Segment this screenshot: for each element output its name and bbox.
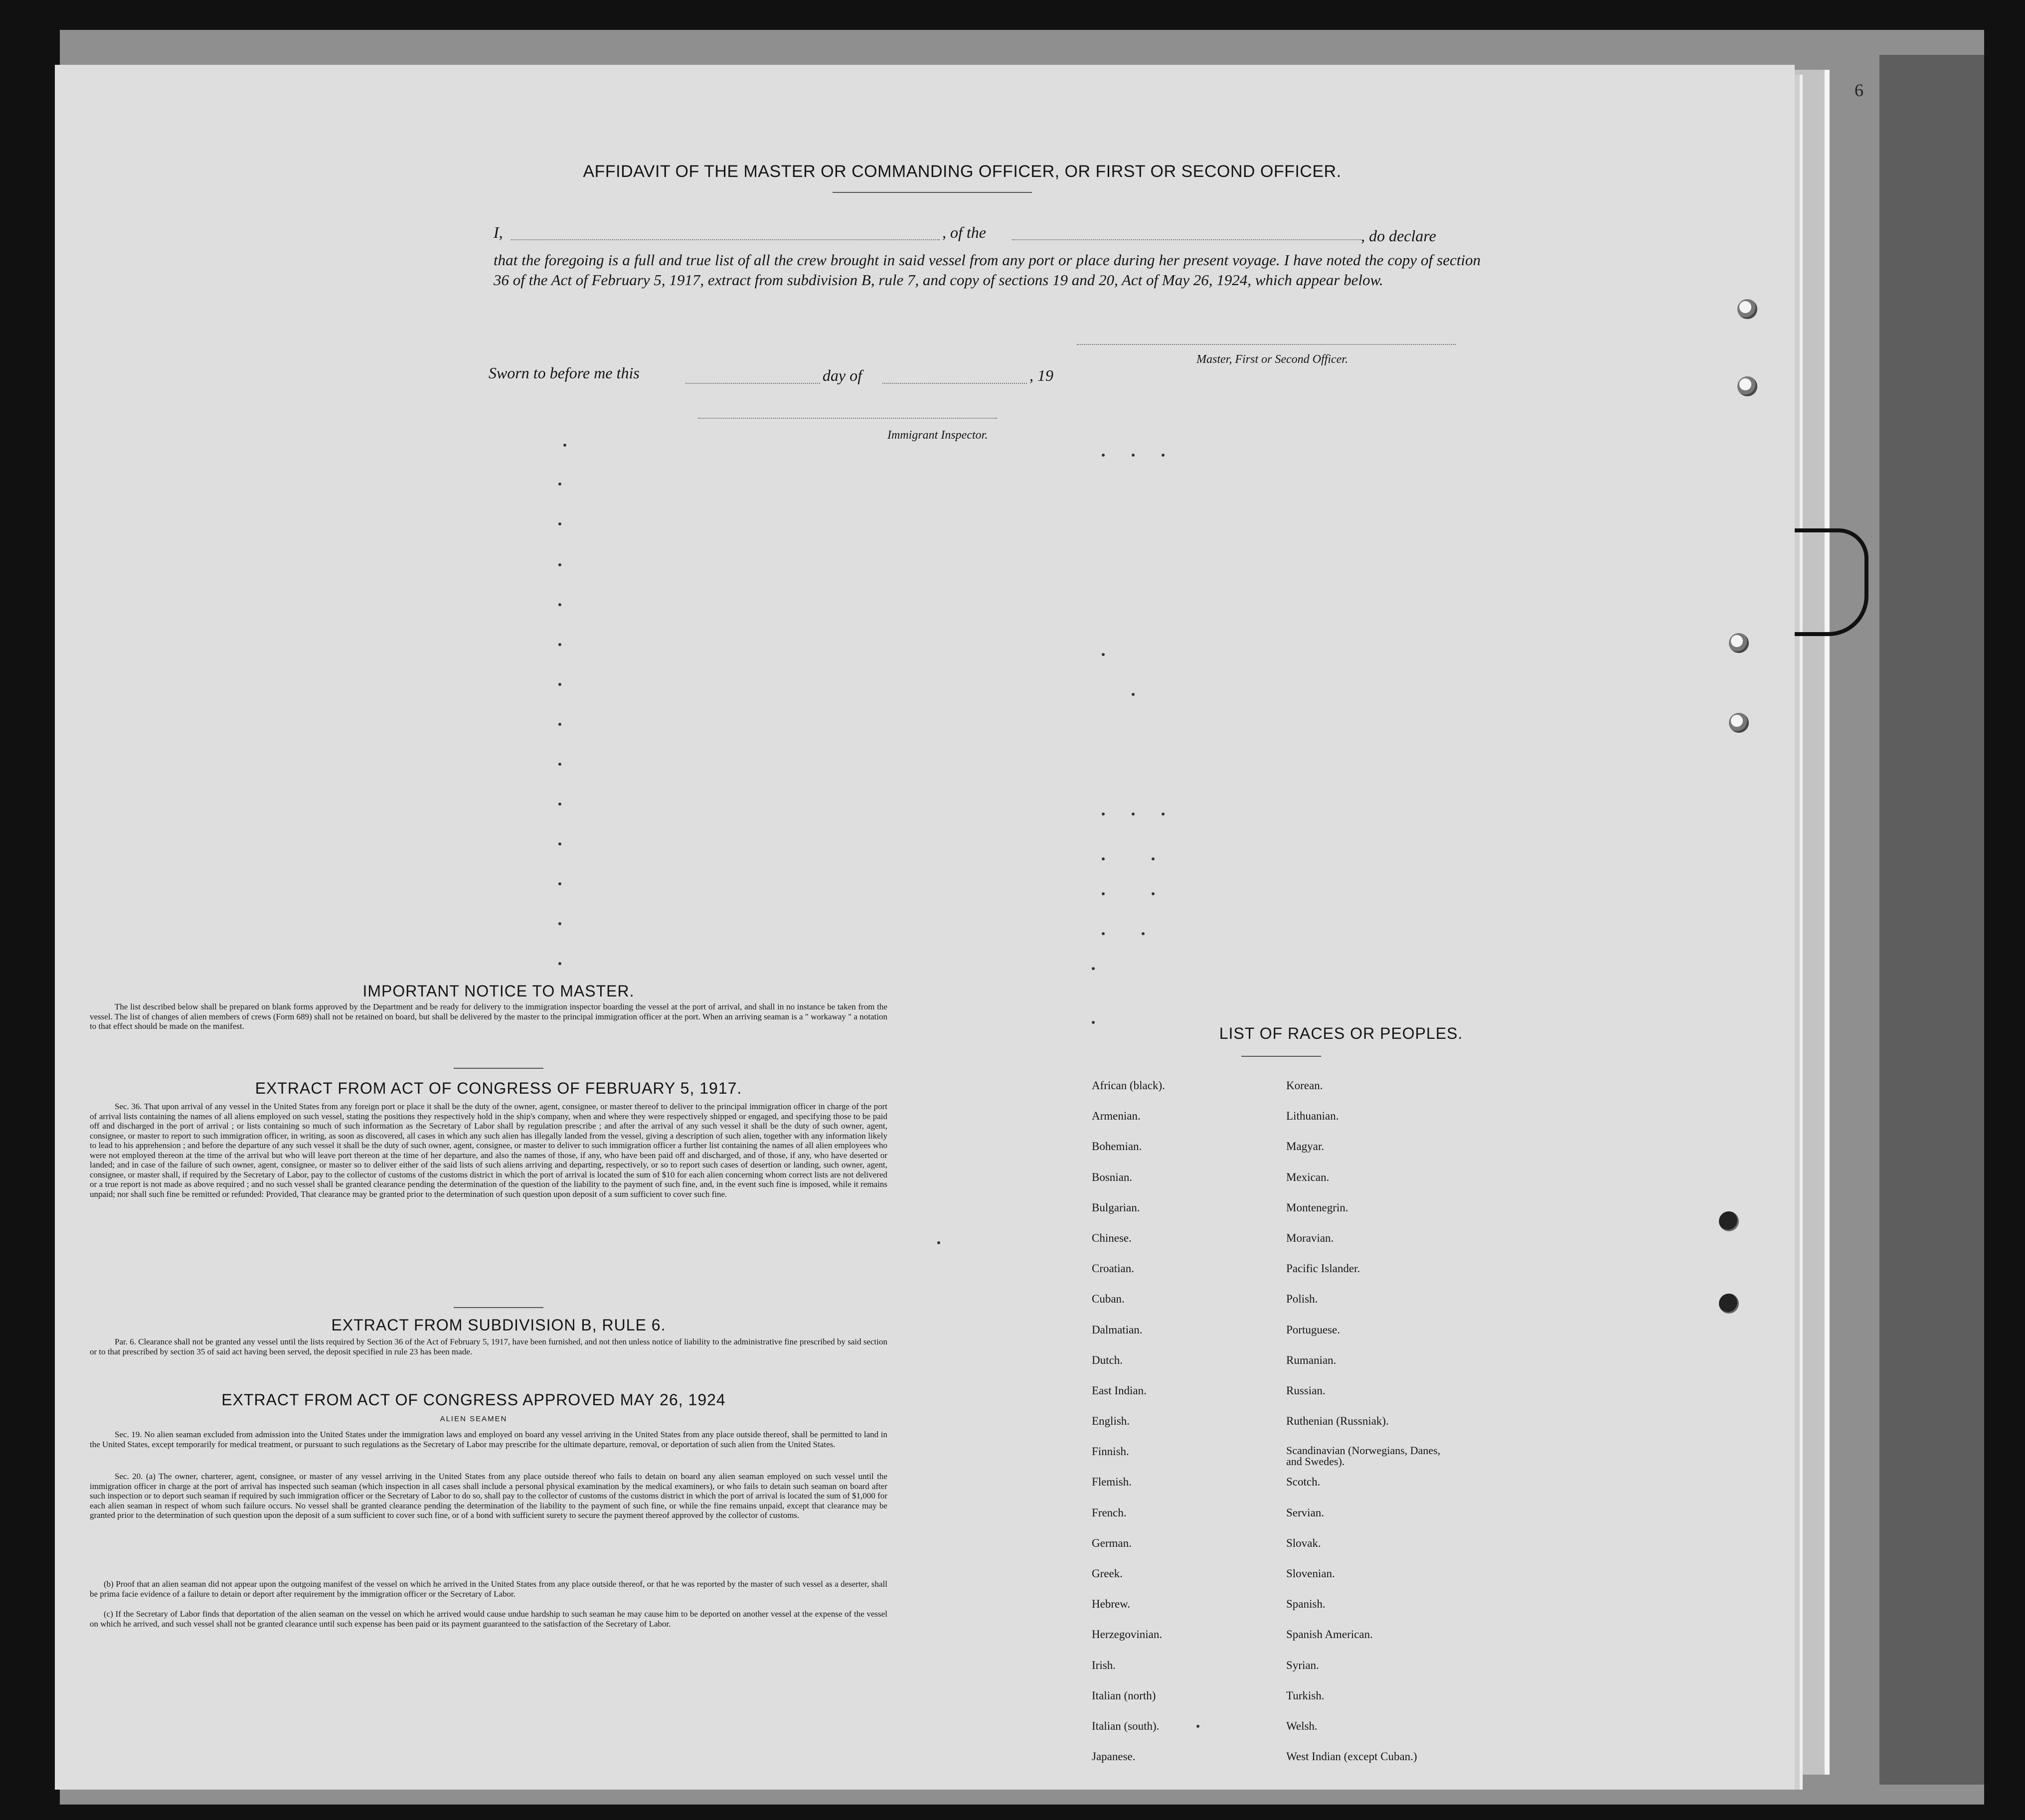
- ditto-mark: [558, 803, 561, 806]
- race-item: English.: [1092, 1415, 1130, 1428]
- sec20a-text: Sec. 20. (a) The owner, charterer, agent, consignee, or master of any vessel arriving in the United States from any place outside thereof who fails to detain on board any alien seaman employed on such vessel until the immigration officer in charge at the port of arrival has inspected such seaman (which inspection in all cases shall include a personal physical examination by the medical examiners), or who fails to detain such seaman on board after such inspection or to deport such seaman if required by such immigration officer or the Secretary of Labor to do so, shall pay to the collector of customs of the customs district in which the port of arrival is located the sum of $1,000 for each alien seaman in respect of whom such failure occurs. No vessel shall be granted clearance pending the determination of the liability to the payment of such fine, or while the fine remains unpaid, except that clearance may be granted prior to the determination of such question upon the deposit of a sum sufficient to cover such fine, or of a bond with sufficient surety to secure the payment thereof approved by the collector of customs.: [90, 1472, 887, 1520]
- ditto-mark: [558, 842, 561, 845]
- race-item: Italian (north): [1092, 1689, 1156, 1702]
- race-item: Hebrew.: [1092, 1598, 1131, 1611]
- sworn-day-field[interactable]: [685, 383, 820, 384]
- race-item: Ruthenian (Russniak).: [1286, 1415, 1389, 1428]
- sworn-day-of: day of: [823, 366, 862, 384]
- vessel-name-field[interactable]: [1012, 239, 1361, 240]
- ditto-mark: [937, 1241, 940, 1244]
- ditto-mark: [558, 643, 561, 646]
- ditto-mark: [1092, 967, 1095, 970]
- race-item: Portuguese.: [1286, 1323, 1340, 1336]
- ditto-mark: [1102, 892, 1105, 895]
- ditto-mark: [558, 882, 561, 885]
- race-item: Russian.: [1286, 1384, 1326, 1397]
- declare-i: I,: [494, 223, 503, 241]
- section-rule: [454, 1307, 543, 1308]
- race-item: Irish.: [1092, 1658, 1116, 1671]
- race-item: Rumanian.: [1286, 1353, 1337, 1366]
- race-item: East Indian.: [1092, 1384, 1147, 1397]
- ditto-mark: [558, 483, 561, 486]
- ditto-mark: [1132, 813, 1135, 816]
- extract-1924-title: EXTRACT FROM ACT OF CONGRESS APPROVED MAY 26, 1924: [221, 1391, 726, 1409]
- race-item: Montenegrin.: [1286, 1201, 1349, 1214]
- race-item: Slovenian.: [1286, 1567, 1335, 1580]
- ditto-mark: [558, 962, 561, 965]
- race-item: Flemish.: [1092, 1476, 1132, 1489]
- master-signature-field[interactable]: [1077, 344, 1456, 345]
- ditto-mark: [1102, 454, 1105, 457]
- ditto-mark: [1162, 813, 1165, 816]
- race-item: Moravian.: [1286, 1231, 1334, 1244]
- ditto-mark: [558, 723, 561, 726]
- ditto-mark: [558, 522, 561, 525]
- notice-text: The list described below shall be prepared on blank forms approved by the Department and be ready for delivery to the immigration inspector boarding the vessel at the port of arrival, and shall in no instance be taken from the vessel. The list of changes of alien members of crews (Form 689) shall not be retained on board, but shall be delivered by the master to the principal immigration officer at the port. When an arriving seaman is a " workaway " a notation to that effect should be made on the manifest.: [90, 1002, 887, 1031]
- section-rule: [454, 1068, 543, 1069]
- binder-hole: [1719, 1211, 1739, 1231]
- race-item: Syrian.: [1286, 1658, 1319, 1671]
- title-rule: [833, 192, 1032, 193]
- race-item: Spanish.: [1286, 1598, 1326, 1611]
- race-item: Turkish.: [1286, 1689, 1325, 1702]
- race-item: Italian (south).: [1092, 1719, 1160, 1732]
- affidavit-statement: that the foregoing is a full and true list of all the crew brought in said vessel from any port or place during her present voyage. I have noted the copy of section 36 of the Act of February 5, 1917, extract from subdivision B, rule 7, and copy of sections 19 and 20, Act of May 26, 1924, which appear below.: [494, 251, 1481, 289]
- extract-1917-title: EXTRACT FROM ACT OF CONGRESS OF FEBRUARY 5, 1917.: [255, 1079, 742, 1097]
- extract-1917-text: Sec. 36. That upon arrival of any vessel in the United States from any foreign port or place it shall be the duty of the owner, agent, consignee, or master thereof to deliver to the principal immigration officer in charge of the port of arrival lists containing the names of all aliens employed on such vessel, stating the positions they respectively hold in the ship's company, when and where they were respectively shipped or engaged, and specifying those to be paid off and discharged in the port of arrival ; or lists containing so much of such information as the Secretary of Labor shall by regulation prescribe ; and after the arrival of any such vessel it shall be the duty of such owner, agent, consignee, or master to report to such immigration officer, in writing, as soon as discovered, all cases in which any such alien has illegally landed from the vessel, giving a description of such alien, together with any information likely to lead to his apprehension ; and before the departure of any such vessel it shall be the duty of such owner, agent, consignee, or master to deliver to such immigration officer a further list containing the names of all alien employees who were not employed thereon at the time of the arrival but who will leave port thereon at the time of her departure, and also the names of those, if any, who have been paid off and discharged, and of those, if any, who have deserted or landed; and in case of the failure of such owner, agent, consignee, or master so to deliver either of the said lists of such aliens arriving and departing, respectively, or so to report such cases of desertion or landing, such owner, agent, consignee, or master shall, if required by the Secretary of Labor, pay to the collector of customs of the customs district in which the port of arrival is located the sum of $10 for each alien concerning whom correct lists are not delivered or a true report is not made as above required ; and no such vessel shall be granted clearance pending the determination of the question of the liability to the payment of such fine, and, in the event such fine is imposed, while it remains unpaid; nor shall such fine be remitted or refunded: Provided, That clearance may be granted prior to the determination of such question upon deposit of a sum sufficient to cover such fine.: [90, 1102, 887, 1199]
- ditto-mark: [1102, 857, 1105, 860]
- race-item: Greek.: [1092, 1567, 1123, 1580]
- handwritten-mark: [1795, 528, 1868, 636]
- race-item: Herzegovinian.: [1092, 1628, 1163, 1641]
- ditto-mark: [558, 603, 561, 606]
- declare-of-the: , of the: [942, 223, 986, 241]
- sworn-month-field[interactable]: [882, 383, 1027, 384]
- binder-hole: [1737, 299, 1757, 319]
- race-item: Japanese.: [1092, 1750, 1136, 1763]
- race-item: Bohemian.: [1092, 1140, 1142, 1153]
- race-item: African (black).: [1092, 1079, 1165, 1092]
- race-item: Polish.: [1286, 1293, 1318, 1306]
- inspector-signature-field[interactable]: [698, 418, 997, 419]
- notice-title: IMPORTANT NOTICE TO MASTER.: [362, 982, 635, 1000]
- race-item: Scotch.: [1286, 1476, 1321, 1489]
- sec19-text: Sec. 19. No alien seaman excluded from admission into the United States under the immigration laws and employed on board any vessel arriving in the United States from any place outside thereof, shall be permitted to land in the United States, except temporarily for medical treatment, or pursuant to such regulations as the Secretary of Labor may prescribe for the ultimate departure, removal, or deportation of such alien from the United States.: [90, 1430, 887, 1449]
- declare-suffix: , do declare: [1361, 227, 1436, 245]
- ditto-mark: [1162, 454, 1165, 457]
- master-caption: Master, First or Second Officer.: [1196, 353, 1348, 366]
- race-item: Spanish American.: [1286, 1628, 1373, 1641]
- sworn-label: Sworn to before me this: [489, 364, 640, 382]
- race-item: Croatian.: [1092, 1262, 1134, 1275]
- officer-name-field[interactable]: [511, 239, 940, 240]
- binder-hole: [1729, 633, 1749, 653]
- race-item: West Indian (except Cuban.): [1286, 1750, 1417, 1763]
- binder-hole: [1729, 713, 1749, 733]
- race-item: Cuban.: [1092, 1293, 1125, 1306]
- race-item: German.: [1092, 1536, 1132, 1549]
- race-item: Lithuanian.: [1286, 1110, 1339, 1123]
- race-item: Korean.: [1286, 1079, 1323, 1092]
- inspector-caption: Immigrant Inspector.: [887, 429, 988, 442]
- race-item: Magyar.: [1286, 1140, 1325, 1153]
- ditto-mark: [1132, 454, 1135, 457]
- race-item: French.: [1092, 1506, 1127, 1519]
- race-item: Bulgarian.: [1092, 1201, 1140, 1214]
- race-item: Scandinavian (Norwegians, Danes, and Swedes).: [1286, 1444, 1441, 1468]
- ditto-mark: [1152, 892, 1155, 895]
- corner-mark: 6: [1855, 80, 1863, 100]
- ditto-mark: [558, 922, 561, 925]
- race-item: Welsh.: [1286, 1719, 1318, 1732]
- ditto-mark: [563, 444, 566, 447]
- sec20b-text: (b) Proof that an alien seaman did not appear upon the outgoing manifest of the vessel on which he arrived in the United States from any place outside thereof, or that he was reported by the master of such vessel as a deserter, shall be prima facie evidence of a failure to detain or deport after requirement by the immigration officer or the Secretary of Labor.: [90, 1579, 887, 1599]
- ditto-mark: [1196, 1725, 1199, 1728]
- ditto-mark: [558, 563, 561, 566]
- race-item: Mexican.: [1286, 1170, 1330, 1183]
- ditto-mark: [1092, 1021, 1095, 1024]
- ditto-mark: [1102, 813, 1105, 816]
- ditto-mark: [558, 683, 561, 686]
- affidavit-title: AFFIDAVIT OF THE MASTER OR COMMANDING OFFICER, OR FIRST OR SECOND OFFICER.: [583, 162, 1342, 181]
- sworn-year: , 19: [1029, 366, 1053, 384]
- race-item: Pacific Islander.: [1286, 1262, 1360, 1275]
- ditto-mark: [1152, 857, 1155, 860]
- ditto-mark: [558, 763, 561, 766]
- ditto-mark: [1132, 693, 1135, 696]
- binder-edge: [1879, 55, 1984, 1785]
- binder-hole: [1737, 376, 1757, 396]
- races-right-column: [1286, 1079, 1451, 1781]
- binder-hole: [1719, 1294, 1739, 1314]
- ditto-mark: [1102, 653, 1105, 656]
- race-item: Servian.: [1286, 1506, 1325, 1519]
- form-page: [55, 65, 1795, 1790]
- race-item: Finnish.: [1092, 1445, 1129, 1458]
- races-rule: [1241, 1056, 1321, 1057]
- race-item: Dutch.: [1092, 1353, 1123, 1366]
- races-title: LIST OF RACES OR PEOPLES.: [1219, 1024, 1463, 1042]
- race-item: Armenian.: [1092, 1110, 1141, 1123]
- race-item: Dalmatian.: [1092, 1323, 1143, 1336]
- sec20c-text: (c) If the Secretary of Labor finds that deportation of the alien seaman on the vessel on which he arrived would cause undue hardship to such seaman he may cause him to be deported on another vessel at the expense of the vessel on which he arrived, and such vessel shall not be granted clearance until such expense has been paid or its payment guaranteed to the satisfaction of the Secretary of Labor.: [90, 1609, 887, 1629]
- race-item: Bosnian.: [1092, 1170, 1133, 1183]
- races-left-column: [1092, 1079, 1165, 1781]
- ditto-mark: [1142, 932, 1145, 935]
- extract-rule6-text: Par. 6. Clearance shall not be granted any vessel until the lists required by Section 36 of the Act of February 5, 1917, have been furnished, and not then unless notice of liability to the administrative fine prescribed by said section or to that prescribed by section 35 of said act having been served, the deposit specified in rule 23 has been made.: [90, 1337, 887, 1356]
- extract-1924-subtitle: ALIEN SEAMEN: [440, 1415, 507, 1423]
- race-item: Chinese.: [1092, 1231, 1132, 1244]
- race-item: Slovak.: [1286, 1536, 1321, 1549]
- ditto-mark: [1102, 932, 1105, 935]
- extract-rule6-title: EXTRACT FROM SUBDIVISION B, RULE 6.: [331, 1316, 666, 1334]
